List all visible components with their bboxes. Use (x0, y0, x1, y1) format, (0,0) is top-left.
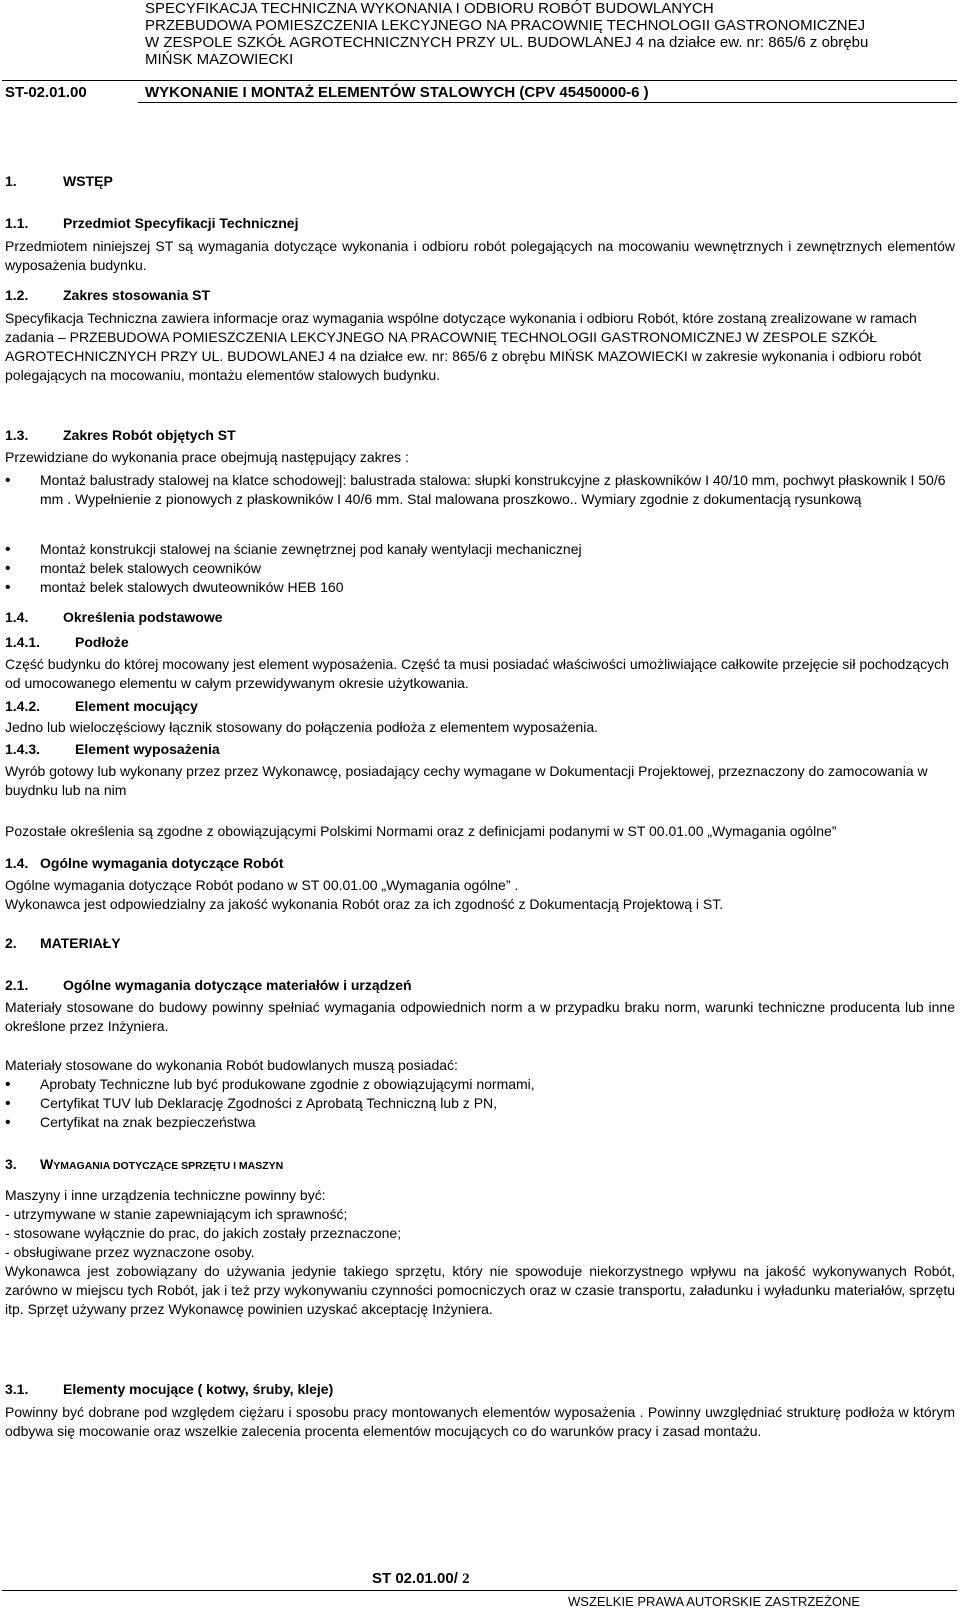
section-number: 3.1. (5, 1381, 29, 1397)
section-title: Element wyposażenia (75, 741, 220, 757)
section-title: Zakres Robót objętych ST (63, 427, 236, 443)
section-title: YMAGANIA DOTYCZĄCE SPRZĘTU I MASZYN (53, 1160, 284, 1172)
footer-code: ST 02.01.00/ (372, 1570, 458, 1587)
dash-line: - utrzymywane w stanie zapewniającym ich sprawność; (5, 1206, 348, 1222)
subsection-heading (5, 697, 955, 716)
section-number: 1.4.1. (5, 634, 41, 650)
paragraph: Maszyny i inne urządzenia techniczne powinny być: (5, 1187, 326, 1203)
section-title: Element mocujący (75, 698, 198, 714)
header-title-line: W ZESPOLE SZKÓŁ AGROTECHNICZNYCH PRZY UL. BUDOWLANEJ 4 na działce ew. nr: 865/6 z obrębu (145, 34, 869, 51)
paragraph: Przedmiotem niniejszej ST są wymagania dotyczące wykonania i odbioru robót polegających na mocowaniu wewnętrznych i zewnętrznych elementów wyposażenia budynku. (5, 238, 955, 273)
list-item: • Montaż konstrukcji stalowej na ścianie zewnętrznej pod kanały wentylacji mechanicznej (5, 540, 955, 559)
paragraph: Przewidziane do wykonania prace obejmują następujący zakres : (5, 449, 409, 465)
document-header (145, 0, 945, 68)
paragraph: Wykonawca jest odpowiedzialny za jakość wykonania Robót oraz za ich zgodność z Dokumentacją Projektową i ST. (5, 896, 724, 912)
spec-code: ST-02.01.00 (5, 84, 87, 101)
work-title: WYKONANIE I MONTAŻ ELEMENTÓW STALOWYCH (CPV 45450000-6 ) (145, 84, 649, 101)
section-heading (5, 1155, 955, 1176)
subsection-heading (5, 286, 955, 305)
paragraph-text: PRZEBUDOWA POMIESZCZENIA LEKCYJNEGO NA PRACOWNIĘ TECHNOLOGII GASTRONOMICZNEJ W ZESPOLE SZKÓŁ AGROTECHNICZNYCH PRZY UL. BUDOWLANEJ 4 na działce ew. nr: 865/6 z obrębu MIŃSK MAZOWIECKI (5, 329, 878, 364)
section-number: 1. (5, 173, 17, 189)
section-title: WSTĘP (63, 173, 113, 189)
paragraph: Część budynku do której mocowany jest element wyposażenia. Część ta musi posiadać właściwości umożliwiające całkowite przejęcie sił pochodzących od umocowanego elementu w całym przewidywanym okresie użytkowania. (5, 656, 949, 691)
section-number: 1.2. (5, 287, 29, 303)
paragraph-text: Specyfikacja Techniczna zawiera informacje oraz wymagania wspólne dotyczące wykonania i odbioru Robót, które zostaną zrealizowane w ramach zadania – (5, 310, 917, 345)
paragraph (5, 309, 955, 385)
footer-page-label (372, 1570, 470, 1588)
bullet-list (5, 540, 955, 597)
bullet-list (5, 1075, 955, 1132)
section-heading (5, 172, 955, 191)
subsection-heading (5, 608, 955, 627)
list-item: • Certyfikat TUV lub Deklarację Zgodności z Aprobatą Techniczną lub z PN, (5, 1094, 955, 1113)
section-title: Elementy mocujące ( kotwy, śruby, kleje) (63, 1381, 334, 1397)
section-number: 2. (5, 935, 17, 951)
list-item: • montaż belek stalowych ceowników (5, 559, 955, 578)
section-title: MATERIAŁY (40, 935, 121, 951)
section-number: 1.4.3. (5, 741, 41, 757)
section-number: 1.4. (5, 609, 29, 625)
section-title: Przedmiot Specyfikacji Technicznej (63, 215, 299, 231)
paragraph: Jedno lub wieloczęściowy łącznik stosowany do połączenia podłoża z elementem wyposażenia. (5, 719, 598, 735)
bullet-list (40, 471, 955, 509)
section-title: Podłoże (75, 634, 129, 650)
footer-divider (2, 1590, 957, 1591)
section-title: Zakres stosowania ST (63, 287, 211, 303)
paragraph: Wykonawca jest zobowiązany do używania jedynie takiego sprzętu, który nie spowoduje niekorzystnego wpływu na jakość wykonywanych Robót, zarówno w miejscu tych Robót, jak i też przy wykonywaniu czynności pomocniczych oraz w czasie transportu, załadunku i wyładunku materiałów, sprzętu itp. Sprzęt używany przez Wykonawcę powinien uzyskać akceptację Inżyniera. (5, 1263, 955, 1317)
dash-line: - obsługiwane przez wyznaczone osoby. (5, 1244, 255, 1260)
header-divider (2, 80, 957, 81)
subsection-heading (5, 740, 955, 759)
list-item (5, 471, 955, 509)
section-number: 1.1. (5, 215, 29, 231)
paragraph: Ogólne wymagania dotyczące Robót podano w ST 00.01.00 „Wymagania ogólne” . (5, 877, 519, 893)
header-title-line: SPECYFIKACJA TECHNICZNA WYKONANIA I ODBIORU ROBÓT BUDOWLANYCH (145, 0, 714, 17)
dash-line: - stosowane wyłącznie do prac, do jakich zostały przeznaczone; (5, 1225, 402, 1241)
header-title-line: PRZEBUDOWA POMIESZCZENIA LEKCYJNEGO NA PRACOWNIĘ TECHNOLOGII GASTRONOMICZNEJ (145, 17, 866, 34)
subsection-heading (5, 854, 955, 873)
section-title: Ogólne wymagania dotyczące Robót (40, 855, 284, 871)
header-title-line: MIŃSK MAZOWIECKI (145, 51, 294, 68)
subsection-heading (5, 214, 955, 233)
paragraph: Powinny być dobrane pod względem ciężaru i sposobu pracy montowanych elementów wyposażenia . Powinny uwzględniać strukturę podłoża w którym odbywa się mocowanie oraz wszelkie zalecenia procenta elementów mocujących co do warunków pracy i zasad montażu. (5, 1404, 955, 1439)
subsection-heading (5, 426, 955, 445)
work-title-underline (138, 102, 957, 103)
list-item: • montaż belek stalowych dwuteowników HEB 160 (5, 578, 955, 597)
paragraph: Materiały stosowane do wykonania Robót budowlanych muszą posiadać: (5, 1057, 458, 1073)
section-heading (5, 934, 955, 953)
section-number: 1.3. (5, 427, 29, 443)
section-title: Określenia podstawowe (63, 609, 223, 625)
list-item: • Aprobaty Techniczne lub być produkowane zgodnie z obowiązującymi normami, (5, 1075, 955, 1094)
section-number: 1.4. (5, 855, 29, 871)
list-item: • Certyfikat na znak bezpieczeństwa (5, 1113, 955, 1132)
subsection-heading (5, 1380, 955, 1399)
section-number: 2.1. (5, 977, 29, 993)
section-title: Ogólne wymagania dotyczące materiałów i urządzeń (63, 977, 412, 993)
section-number: 3. (5, 1156, 17, 1172)
paragraph: Materiały stosowane do budowy powinny spełniać wymagania odpowiednich norm a w przypadku braku norm, warunki techniczne producenta lub inne określone przez Inżyniera. (5, 999, 955, 1034)
section-title: W (40, 1156, 54, 1172)
subsection-heading (5, 633, 955, 652)
paragraph-text: w zakresie wykonania i odbioru robót polegających na mocowaniu, montażu elementów stalowych budynku. (5, 348, 922, 383)
subsection-heading (5, 976, 955, 995)
page-number: 2 (462, 1571, 470, 1587)
paragraph: Wyrób gotowy lub wykonany przez przez Wykonawcę, posiadający cechy wymagane w Dokumentacji Projektowej, przeznaczony do zamocowania w buydnku lub na nim (5, 763, 928, 798)
paragraph: Pozostałe określenia są zgodne z obowiązującymi Polskimi Normami oraz z definicjami podanymi w ST 00.01.00 „Wymagania ogólne” (5, 823, 837, 839)
section-number: 1.4.2. (5, 698, 41, 714)
list-item-text: Montaż balustrady stalowej na klatce schodowej|: balustrada stalowa: słupki konstrukcyjne z płaskowników I 40/10 mm, pochwyt płaskownik I 50/6 mm . Wypełnienie z pionowych z płaskowników I 40/6 mm. Stal malowana proszkowo.. Wymiary zgodnie z dokumentacją rysunkową (40, 472, 946, 507)
copyright-notice: WSZELKIE PRAWA AUTORSKIE ZASTRZEŻONE (568, 1594, 861, 1609)
